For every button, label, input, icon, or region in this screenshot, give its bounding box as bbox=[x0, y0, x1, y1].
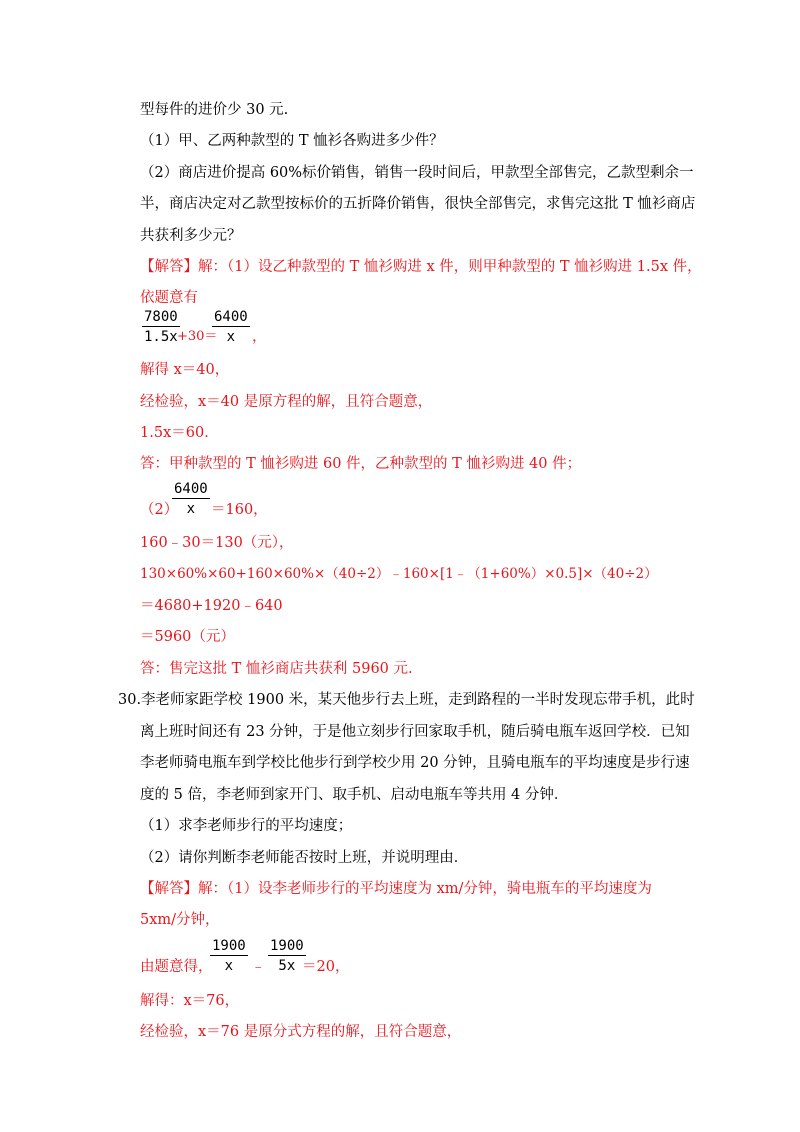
problem29-answer1: 答：甲种款型的 T 恤衫购进 60 件，乙种款型的 T 恤衫购进 40 件； bbox=[140, 456, 582, 472]
problem30-solution: 解得：x＝76， bbox=[140, 993, 240, 1009]
fraction-numerator: 6400 bbox=[214, 309, 248, 325]
problem29-solution1: 解得 x＝40， bbox=[140, 362, 230, 378]
problem30-check: 经检验，x＝76 是原分式方程的解，且符合题意， bbox=[140, 1024, 462, 1040]
problem29-calc1: 1.5x＝60． bbox=[140, 425, 219, 441]
problem29-calc4: ＝4680+1920﹣640 bbox=[140, 598, 283, 614]
fraction-6400-over-x bbox=[212, 309, 250, 345]
problem30-minus: ﹣ bbox=[251, 959, 266, 975]
fraction-denominator: x bbox=[226, 329, 236, 345]
equation1-plus30: +30＝ bbox=[177, 329, 218, 344]
problem30-equation-label: 由题意得， bbox=[140, 959, 213, 975]
problem29-question2-line3: 共获利多少元？ bbox=[140, 228, 242, 244]
problem29-answer-line2: 依题意有 bbox=[140, 290, 198, 306]
problem30-question2: （2）请你判断李老师能否按时上班，并说明理由． bbox=[140, 850, 469, 866]
problem29-calc2: 160﹣30＝130（元）， bbox=[140, 535, 294, 551]
problem30-line3: 李老师骑电瓶车到学校比他步行到学校少用 20 分钟，且骑电瓶车的平均速度是步行速 bbox=[140, 755, 690, 771]
fraction-numerator: 7800 bbox=[144, 309, 178, 325]
problem29-answer2: 答：售完这批 T 恤衫商店共获利 5960 元. bbox=[140, 661, 413, 677]
answer-tag: 【解答】 bbox=[140, 259, 198, 275]
problem29-part2-result: ＝160， bbox=[211, 502, 268, 518]
fraction-numerator: 1900 bbox=[212, 938, 246, 954]
problem30-line4: 度的 5 倍，李老师到家开门、取手机、启动电瓶车等共用 4 分钟． bbox=[140, 787, 569, 803]
problem29-calc5: ＝5960（元） bbox=[140, 629, 235, 645]
problem30-equation-result: ＝20， bbox=[302, 959, 350, 975]
fraction-1900-over-5x bbox=[268, 938, 306, 974]
answer-text: 解：（1）设乙种款型的 T 恤衫购进 x 件，则甲种款型的 T 恤衫购进 1.5x 件， bbox=[198, 259, 702, 275]
equation1-comma: ， bbox=[252, 329, 267, 345]
answer-tag: 【解答】 bbox=[140, 881, 198, 897]
problem29-continuation: 型每件的进价少 30 元. bbox=[140, 102, 289, 118]
problem29-question1: （1）甲、乙两种款型的 T 恤衫各购进多少件？ bbox=[140, 133, 444, 149]
fraction-1900-over-x bbox=[210, 938, 248, 974]
problem29-check1: 经检验，x＝40 是原方程的解，且符合题意， bbox=[140, 394, 433, 410]
problem29-question2-line2: 半，商店决定对乙款型按标价的五折降价销售，很快全部售完，求售完这批 T 恤衫商店 bbox=[140, 196, 696, 212]
problem30-question1: （1）求李老师步行的平均速度； bbox=[140, 818, 353, 834]
problem30-answer-line2: 5xm/分钟， bbox=[140, 912, 220, 928]
problem29-part2-label: （2） bbox=[140, 502, 179, 518]
fraction-denominator: x bbox=[186, 501, 196, 517]
fraction-denominator: 5x bbox=[278, 958, 296, 974]
fraction-numerator: 1900 bbox=[270, 938, 304, 954]
fraction-7800-over-1.5x bbox=[142, 309, 180, 345]
fraction-denominator: 1.5x bbox=[144, 329, 178, 345]
problem29-calc3: 130×60%×60+160×60%×（40÷2）﹣160×[1﹣（1+60%）×0.5]×（40÷2） bbox=[140, 566, 658, 582]
fraction-6400-over-x-part2 bbox=[172, 481, 210, 517]
problem30-line1: 30.李老师家距学校 1900 米，某天他步行去上班，走到路程的一半时发现忘带手机，此时 bbox=[118, 692, 695, 708]
problem29-question2-line1: （2）商店进价提高 60%标价销售，销售一段时间后，甲款型全部售完，乙款型剩余一 bbox=[140, 165, 694, 181]
problem29-answer-line1 bbox=[140, 257, 702, 277]
answer-text: 解：（1）设李老师步行的平均速度为 xm/分钟，骑电瓶车的平均速度为 bbox=[198, 881, 652, 897]
problem30-line2: 离上班时间还有 23 分钟，于是他立刻步行回家取手机，随后骑电瓶车返回学校．已知 bbox=[140, 724, 690, 740]
problem30-answer-line1 bbox=[140, 879, 652, 899]
fraction-numerator: 6400 bbox=[174, 481, 208, 497]
fraction-denominator: x bbox=[224, 958, 234, 974]
